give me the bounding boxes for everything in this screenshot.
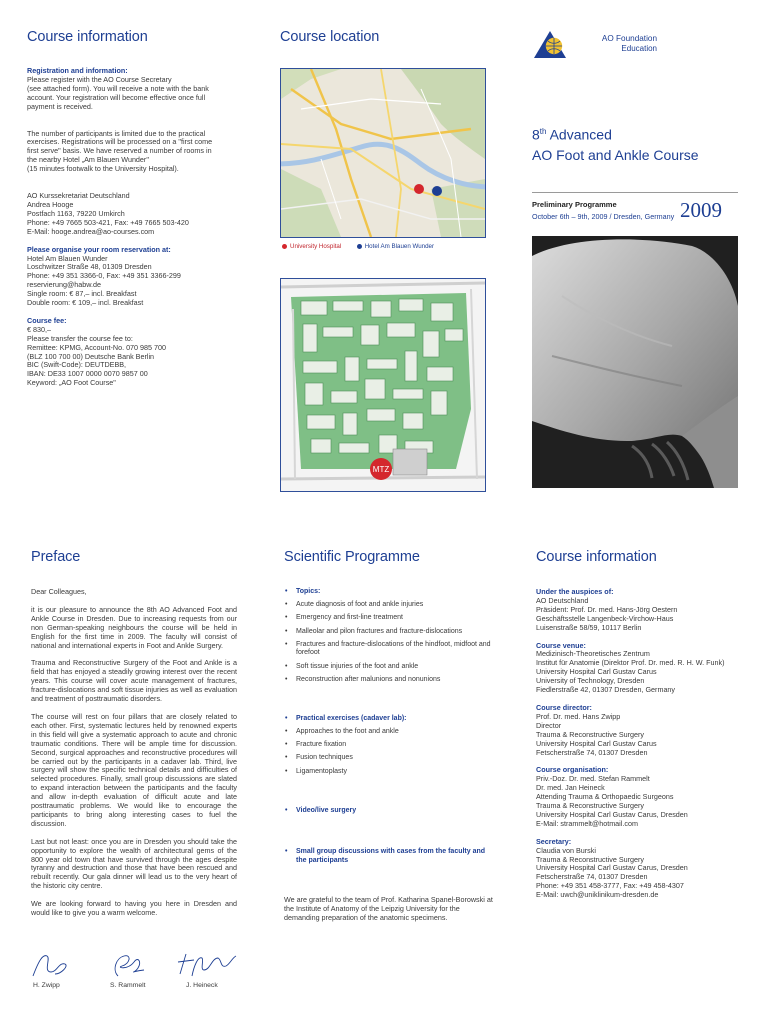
registration-line: payment is received.: [27, 101, 93, 111]
registration-line: account. Your registration will become effective once full: [27, 92, 206, 102]
room-line: Loschwitzer Straße 48, 01309 Dresden: [27, 262, 152, 272]
organisation-line: Attending Trauma & Orthopaedic Surgeons: [536, 792, 674, 802]
ao-org-text: [598, 34, 657, 53]
ao-logo: [532, 29, 568, 61]
topic-item: • Soft tissue injuries of the foot and ankle: [284, 663, 494, 672]
topic-item: • Fractures and fracture-dislocations of the hindfoot, midfoot and forefoot: [284, 641, 494, 658]
city-map: [280, 68, 486, 238]
topic-item: • Emergency and first-line treatment: [284, 614, 494, 623]
course-title-line2: AO Foot and Ankle Course: [532, 146, 699, 163]
fee-line: Please transfer the course fee to:: [27, 333, 133, 343]
right-info-body: [536, 588, 748, 900]
org-name: AO Foundation: [601, 34, 657, 43]
left-info-panel: [27, 29, 148, 45]
secretary-line: E-Mail: uwch@uniklinikum-dresden.de: [536, 890, 659, 900]
legend-hotel: Hotel Am Blauen Wunder: [364, 243, 435, 250]
secretary-line: University Hospital Carl Gustav Carus, Dresden: [536, 863, 688, 873]
date-place: October 6th – 9th, 2009 / Dresden, Germany: [532, 212, 675, 221]
course-title-line1: Advanced: [546, 126, 612, 143]
topic-item: • Malleolar and pilon fractures and fracture-dislocations: [284, 628, 494, 637]
secretary-line: Fetscherstraße 74, 01307 Dresden: [536, 872, 648, 882]
small-group-list: [284, 848, 494, 865]
topic-item: • Reconstruction after malunions and nonunions: [284, 676, 494, 685]
auspices-line: AO Deutschland: [536, 595, 589, 605]
left-info-title: Course information: [27, 29, 148, 45]
venue-label: Course venue:: [536, 640, 586, 650]
registration-label: Registration and information:: [27, 66, 128, 75]
preface-paragraph: Last but not least: once you are in Dresden you should take the opportunity to explore the wealth of architectural gems of the 800 year old town that have survived through the ages despite tyranny and destruction and those that have been rescued and rebuilt recently. Our gala dinner will lead us to the very heart of the historic city centre.: [31, 836, 237, 891]
prelim-label: Preliminary Programme: [532, 200, 617, 209]
course-title: [532, 122, 699, 165]
preface-paragraph: The course will rest on four pillars that are closely related to each other. First, systematic lectures held by renowned experts in this field will give a systematic approach to acute and chronic traumatic conditions. There will be ample time for discussion. Second, surgical approaches and reconstructive procedures will be carried out by the participants in a cadaver lab. Third, live surgery will show the specific technical details and difficulties of selected procedures. Finally, small group discussions are slated to expand interaction between the participants and the faculty and allow in-depth evaluation of difficult acute and late posttraumatic problems. We would like to encourage the participants to bring along interesting cases to fuel the discussion.: [31, 711, 237, 828]
auspices-label: Under the auspices of:: [536, 587, 614, 596]
fee-line: € 830,–: [27, 324, 51, 334]
hospital-dot-icon: [282, 244, 287, 249]
participants-line: first serve" basis. We have reserved a number of rooms in: [27, 146, 212, 156]
small-group-label: • Small group discussions with cases from the faculty and the participants: [284, 848, 494, 865]
location-title: Course location: [280, 29, 380, 45]
legend-hospital: University Hospital: [290, 243, 342, 250]
video-list: [284, 807, 494, 816]
campus-map: [280, 278, 486, 492]
practical-item: • Fracture fixation: [284, 741, 494, 750]
participants-line: (15 minutes footwalk to the University Hospital).: [27, 164, 179, 174]
cover-divider: [532, 192, 738, 193]
fee-line: Keyword: „AO Foot Course": [27, 378, 116, 388]
contact-line: Phone: +49 7665 503-421, Fax: +49 7665 503-420: [27, 217, 189, 227]
fee-line: Remittee: KPMG, Account-No. 070 985 700: [27, 342, 167, 352]
venue-line: Institut für Anatomie (Direktor Prof. Dr. med. R. H. W. Funk): [536, 658, 725, 668]
preface-greeting: Dear Colleagues,: [31, 587, 87, 596]
secretary-line: Claudia von Burski: [536, 845, 596, 855]
practical-item: • Approaches to the foot and ankle: [284, 728, 494, 737]
left-info-body: [27, 67, 252, 388]
preface-title: Preface: [31, 549, 81, 565]
city-map-drawing: [281, 69, 485, 237]
programme-title: Scientific Programme: [284, 549, 420, 565]
course-number: 8: [532, 126, 540, 143]
foot-photo-image: [532, 236, 738, 488]
contact-line: E-Mail: hooge.andrea@ao-courses.com: [27, 226, 155, 236]
programme-thanks: We are grateful to the team of Prof. Katharina Spanel-Borowski at the Institute of Anatomy of the Leipzig University for the demanding preparation of the anatomic specimens.: [284, 894, 493, 922]
org-sub: Education: [621, 44, 657, 53]
venue-line: University Hospital Carl Gustav Carus: [536, 667, 657, 677]
preface-section: [31, 549, 80, 565]
preface-paragraph: it is our pleasure to announce the 8th AO Advanced Foot and Ankle Course in Dresden. Due to increasing requests from our non German-speaking neighbours the course will be held in English for the first time in 2009. The faculty will consist of national and international experts in Foot and Ankle Surgery.: [31, 604, 237, 650]
organisation-line: Dr. med. Jan Heineck: [536, 783, 605, 793]
signatory-name: J. Heineck: [186, 982, 218, 989]
secretary-line: Trauma & Reconstructive Surgery: [536, 854, 644, 864]
signature-zwipp: [31, 950, 71, 980]
practical-list: [284, 715, 494, 776]
director-line: Trauma & Reconstructive Surgery: [536, 729, 644, 739]
preface-body: [31, 588, 237, 927]
preface-paragraph: Trauma and Reconstructive Surgery of the Foot and Ankle is a field that has enjoyed a steadily growing interest over the recent years. This course will cover acute management of fractures, fracture-dislocations and soft tissue injuries as well as evaluation and treatment of posttraumatic disorders.: [31, 658, 237, 704]
auspices-line: Luisenstraße 58/59, 10117 Berlin: [536, 622, 642, 632]
programme-body: [284, 588, 494, 923]
fee-line: BIC (Swift-Code): DEUTDEBB,: [27, 360, 127, 370]
right-info-section: [536, 549, 657, 565]
fee-line: IBAN: DE33 1007 0000 0070 9857 00: [27, 369, 148, 379]
registration-line: Please register with the AO Course Secretary: [27, 74, 172, 84]
organisation-line: E-Mail: strammelt@hotmail.com: [536, 818, 638, 828]
participants-line: the nearby Hotel „Am Blauen Wunder": [27, 155, 149, 165]
organisation-line: Trauma & Reconstructive Surgery: [536, 801, 644, 811]
contact-line: AO Kurssekretariat Deutschland: [27, 191, 130, 201]
topics-list: [284, 588, 494, 684]
ao-logo-icon: [532, 29, 568, 61]
room-label: Please organise your room reservation at:: [27, 244, 171, 254]
secretary-label: Secretary:: [536, 836, 572, 846]
contact-line: Postfach 1163, 79220 Umkirch: [27, 208, 125, 218]
room-line: Phone: +49 351 3366-0, Fax: +49 351 3366-299: [27, 271, 181, 281]
signature-rammelt: [108, 948, 148, 980]
cover-year: 2009: [680, 198, 722, 222]
fee-line: (BLZ 100 700 00) Deutsche Bank Berlin: [27, 351, 155, 361]
preface-paragraph: We are looking forward to having you here in Dresden and would like to give you a warm welcome.: [31, 899, 237, 918]
organisation-line: University Hospital Carl Gustav Carus, Dresden: [536, 809, 688, 819]
map-legend: [282, 243, 434, 250]
mtz-marker-label: MTZ: [372, 465, 390, 474]
room-line: Double room: € 109,– incl. Breakfast: [27, 298, 144, 308]
venue-line: Medizinisch-Theoretisches Zentrum: [536, 649, 650, 659]
director-line: Fetscherstraße 74, 01307 Dresden: [536, 747, 648, 757]
course-number-suffix: th: [539, 127, 547, 136]
participants-line: The number of participants is limited due to the practical: [27, 128, 206, 138]
signatory-name: S. Rammelt: [110, 982, 146, 989]
venue-line: Fiedlerstraße 42, 01307 Dresden, Germany: [536, 685, 676, 695]
director-label: Course director:: [536, 702, 592, 712]
fee-label: Course fee:: [27, 315, 67, 325]
secretary-line: Phone: +49 351 458-3777, Fax: +49 458-4307: [536, 881, 684, 891]
practical-item: • Ligamentoplasty: [284, 768, 494, 777]
auspices-line: Geschäftsstelle Langenbeck-Virchow-Haus: [536, 613, 674, 623]
signatory-name: H. Zwipp: [33, 982, 60, 989]
hotel-dot-icon: [357, 244, 362, 249]
room-line: reservierung@habw.de: [27, 280, 102, 290]
organisation-line: Priv.-Doz. Dr. med. Stefan Rammelt: [536, 774, 650, 784]
practical-item: • Fusion techniques: [284, 754, 494, 763]
director-line: Prof. Dr. med. Hans Zwipp: [536, 711, 621, 721]
video-label: • Video/live surgery: [284, 807, 494, 816]
venue-line: University of Technology, Dresden: [536, 676, 645, 686]
director-line: Director: [536, 720, 562, 730]
practical-label: • Practical exercises (cadaver lab):: [284, 715, 494, 724]
auspices-line: Präsident: Prof. Dr. med. Hans-Jörg Oestern: [536, 604, 678, 614]
organisation-label: Course organisation:: [536, 765, 609, 775]
room-line: Single room: € 87,– incl. Breakfast: [27, 289, 137, 299]
right-info-title: Course information: [536, 549, 657, 565]
foot-photo: [532, 236, 738, 488]
topics-label: • Topics:: [284, 588, 494, 597]
contact-line: Andrea Hooge: [27, 199, 74, 209]
participants-line: exercises. Registrations will be processed on a "first come: [27, 137, 213, 147]
director-line: University Hospital Carl Gustav Carus: [536, 738, 657, 748]
signature-heineck: [174, 948, 238, 980]
location-panel: [280, 29, 379, 45]
topic-item: • Acute diagnosis of foot and ankle injuries: [284, 601, 494, 610]
hotel-marker: [432, 186, 442, 196]
hospital-marker: [414, 184, 424, 194]
room-line: Hotel Am Blauen Wunder: [27, 253, 108, 263]
registration-line: (see attached form). You will receive a note with the bank: [27, 83, 209, 93]
programme-section: [284, 549, 420, 565]
campus-map-drawing: [281, 279, 485, 491]
